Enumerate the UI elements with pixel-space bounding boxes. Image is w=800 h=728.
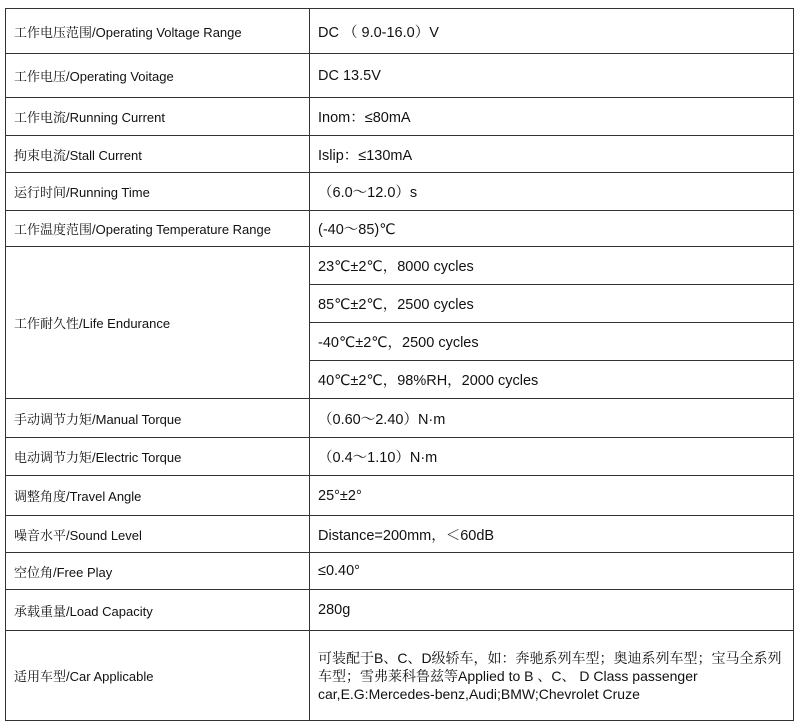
spec-table: [5, 8, 794, 721]
row-value-operating-temperature-range: (-40～85)℃: [310, 211, 794, 247]
row-label-sound-level: 噪音水平/Sound Level: [6, 516, 310, 553]
row-label-travel-angle: 调整角度/Travel Angle: [6, 476, 310, 516]
row-value-car-applicable: 可装配于B、C、D级轿车，如：奔驰系列车型；奥迪系列车型；宝马全系列车型；雪弗莱科鲁兹等Applied to B 、C、 D Class passenger car,E.G:Mercedes-benz,Audi;BMW;Chevrolet Cruze: [310, 631, 794, 721]
row-label-stall-current: 拘束电流/Stall Current: [6, 136, 310, 173]
row-label-car-applicable: 适用车型/Car Applicable: [6, 631, 310, 721]
table-row: [6, 516, 794, 553]
row-value-stall-current: Islip：≤130mA: [310, 136, 794, 173]
row-label-running-time: 运行时间/Running Time: [6, 173, 310, 211]
row-label-running-current: 工作电流/Running Current: [6, 98, 310, 136]
table-row: [6, 136, 794, 173]
table-row: [6, 98, 794, 136]
row-label-operating-voltage-range: 工作电压范围/Operating Voltage Range: [6, 9, 310, 54]
row-value-free-play: ≤0.40°: [310, 553, 794, 590]
row-value-life-endurance-1: 23℃±2℃，8000 cycles: [310, 247, 794, 285]
table-row: [6, 590, 794, 631]
table-row: [6, 9, 794, 54]
row-label-life-endurance: 工作耐久性/Life Endurance: [6, 247, 310, 399]
table-row: [6, 54, 794, 98]
table-row: [6, 173, 794, 211]
row-value-sound-level: Distance=200mm，＜60dB: [310, 516, 794, 553]
row-value-travel-angle: 25°±2°: [310, 476, 794, 516]
table-row: [6, 211, 794, 247]
table-row: [6, 631, 794, 721]
table-row: [6, 247, 794, 285]
row-label-load-capacity: 承载重量/Load Capacity: [6, 590, 310, 631]
row-value-running-time: （6.0～12.0）s: [310, 173, 794, 211]
table-row: [6, 399, 794, 438]
table-row: [6, 476, 794, 516]
row-label-electric-torque: 电动调节力矩/Electric Torque: [6, 438, 310, 476]
row-value-life-endurance-2: 85℃±2℃，2500 cycles: [310, 285, 794, 323]
row-label-free-play: 空位角/Free Play: [6, 553, 310, 590]
row-value-electric-torque: （0.4～1.10）N·m: [310, 438, 794, 476]
row-label-operating-temperature-range: 工作温度范围/Operating Temperature Range: [6, 211, 310, 247]
row-value-life-endurance-3: -40℃±2℃，2500 cycles: [310, 323, 794, 361]
row-label-manual-torque: 手动调节力矩/Manual Torque: [6, 399, 310, 438]
table-row: [6, 438, 794, 476]
row-value-life-endurance-4: 40℃±2℃，98%RH，2000 cycles: [310, 361, 794, 399]
table-row: [6, 553, 794, 590]
row-value-load-capacity: 280g: [310, 590, 794, 631]
row-label-operating-voltage: 工作电压/Operating Voitage: [6, 54, 310, 98]
row-value-running-current: Inom：≤80mA: [310, 98, 794, 136]
row-value-manual-torque: （0.60～2.40）N·m: [310, 399, 794, 438]
row-value-operating-voltage: DC 13.5V: [310, 54, 794, 98]
row-value-operating-voltage-range: DC （ 9.0-16.0）V: [310, 9, 794, 54]
